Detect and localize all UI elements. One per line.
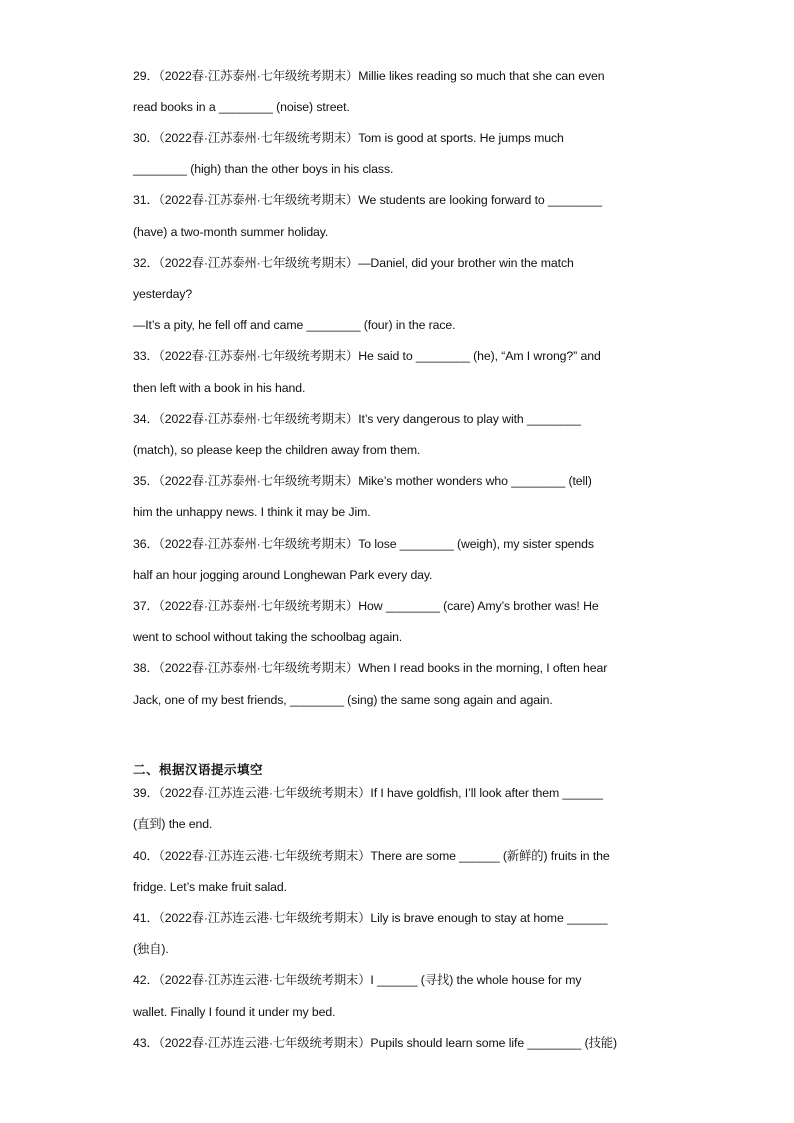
q30-line-1: 30．（2022春·江苏泰州·七年级统考期末）Tom is good at sports. He jumps much (133, 131, 564, 145)
q38-line-1: 38．（2022春·江苏泰州·七年级统考期末）When I read books in the morning, I often hear (133, 661, 608, 675)
q36-line-1: 36．（2022春·江苏泰州·七年级统考期末）To lose ________ (weigh), my sister spends (133, 537, 594, 551)
q43-line-1: 43．（2022春·江苏连云港·七年级统考期末）Pupils should learn some life ________ (技能) (133, 1036, 617, 1050)
q37-line-2: went to school without taking the schoolbag again. (133, 630, 403, 644)
q30-line-2: ________ (high) than the other boys in his class. (133, 162, 394, 176)
q41-line-1: 41．（2022春·江苏连云港·七年级统考期末）Lily is brave enough to stay at home ______ (133, 911, 608, 925)
section-heading: 二、根据汉语提示填空 (133, 762, 264, 777)
q33-line-1: 33．（2022春·江苏泰州·七年级统考期末）He said to ________ (he), “Am I wrong?” and (133, 349, 601, 363)
q37-line-1: 37．（2022春·江苏泰州·七年级统考期末）How ________ (care) Amy’s brother was! He (133, 599, 599, 613)
q29-line-1: 29．（2022春·江苏泰州·七年级统考期末）Millie likes reading so much that she can even (133, 69, 605, 83)
q41-line-2: (独自). (133, 942, 169, 956)
q36-line-2: half an hour jogging around Longhewan Park every day. (133, 568, 433, 582)
q38-line-2: Jack, one of my best friends, ________ (sing) the same song again and again. (133, 693, 553, 707)
q31-line-1: 31．（2022春·江苏泰州·七年级统考期末）We students are looking forward to ________ (133, 193, 602, 207)
q39-line-1: 39．（2022春·江苏连云港·七年级统考期末）If I have goldfish, I’ll look after them ______ (133, 786, 603, 800)
q39-line-2: (直到) the end. (133, 817, 213, 831)
q34-line-2: (match), so please keep the children away from them. (133, 443, 421, 457)
q33-line-2: then left with a book in his hand. (133, 381, 306, 395)
q42-line-2: wallet. Finally I found it under my bed. (133, 1005, 336, 1019)
q32-line-1: 32．（2022春·江苏泰州·七年级统考期末）—Daniel, did your brother win the match (133, 256, 574, 270)
q29-line-2: read books in a ________ (noise) street. (133, 100, 350, 114)
q31-line-2: (have) a two-month summer holiday. (133, 225, 329, 239)
q35-line-2: him the unhappy news. I think it may be Jim. (133, 505, 371, 519)
q34-line-1: 34．（2022春·江苏泰州·七年级统考期末）It’s very dangerous to play with ________ (133, 412, 581, 426)
q32-line-3: —It’s a pity, he fell off and came ________ (four) in the race. (133, 318, 456, 332)
q40-line-1: 40．（2022春·江苏连云港·七年级统考期末）There are some ______ (新鲜的) fruits in the (133, 849, 610, 863)
q35-line-1: 35．（2022春·江苏泰州·七年级统考期末）Mike’s mother wonders who ________ (tell) (133, 474, 592, 488)
q42-line-1: 42．（2022春·江苏连云港·七年级统考期末）I ______ (寻找) the whole house for my (133, 973, 582, 987)
q32-line-2: yesterday? (133, 287, 193, 301)
q40-line-2: fridge. Let’s make fruit salad. (133, 880, 287, 894)
